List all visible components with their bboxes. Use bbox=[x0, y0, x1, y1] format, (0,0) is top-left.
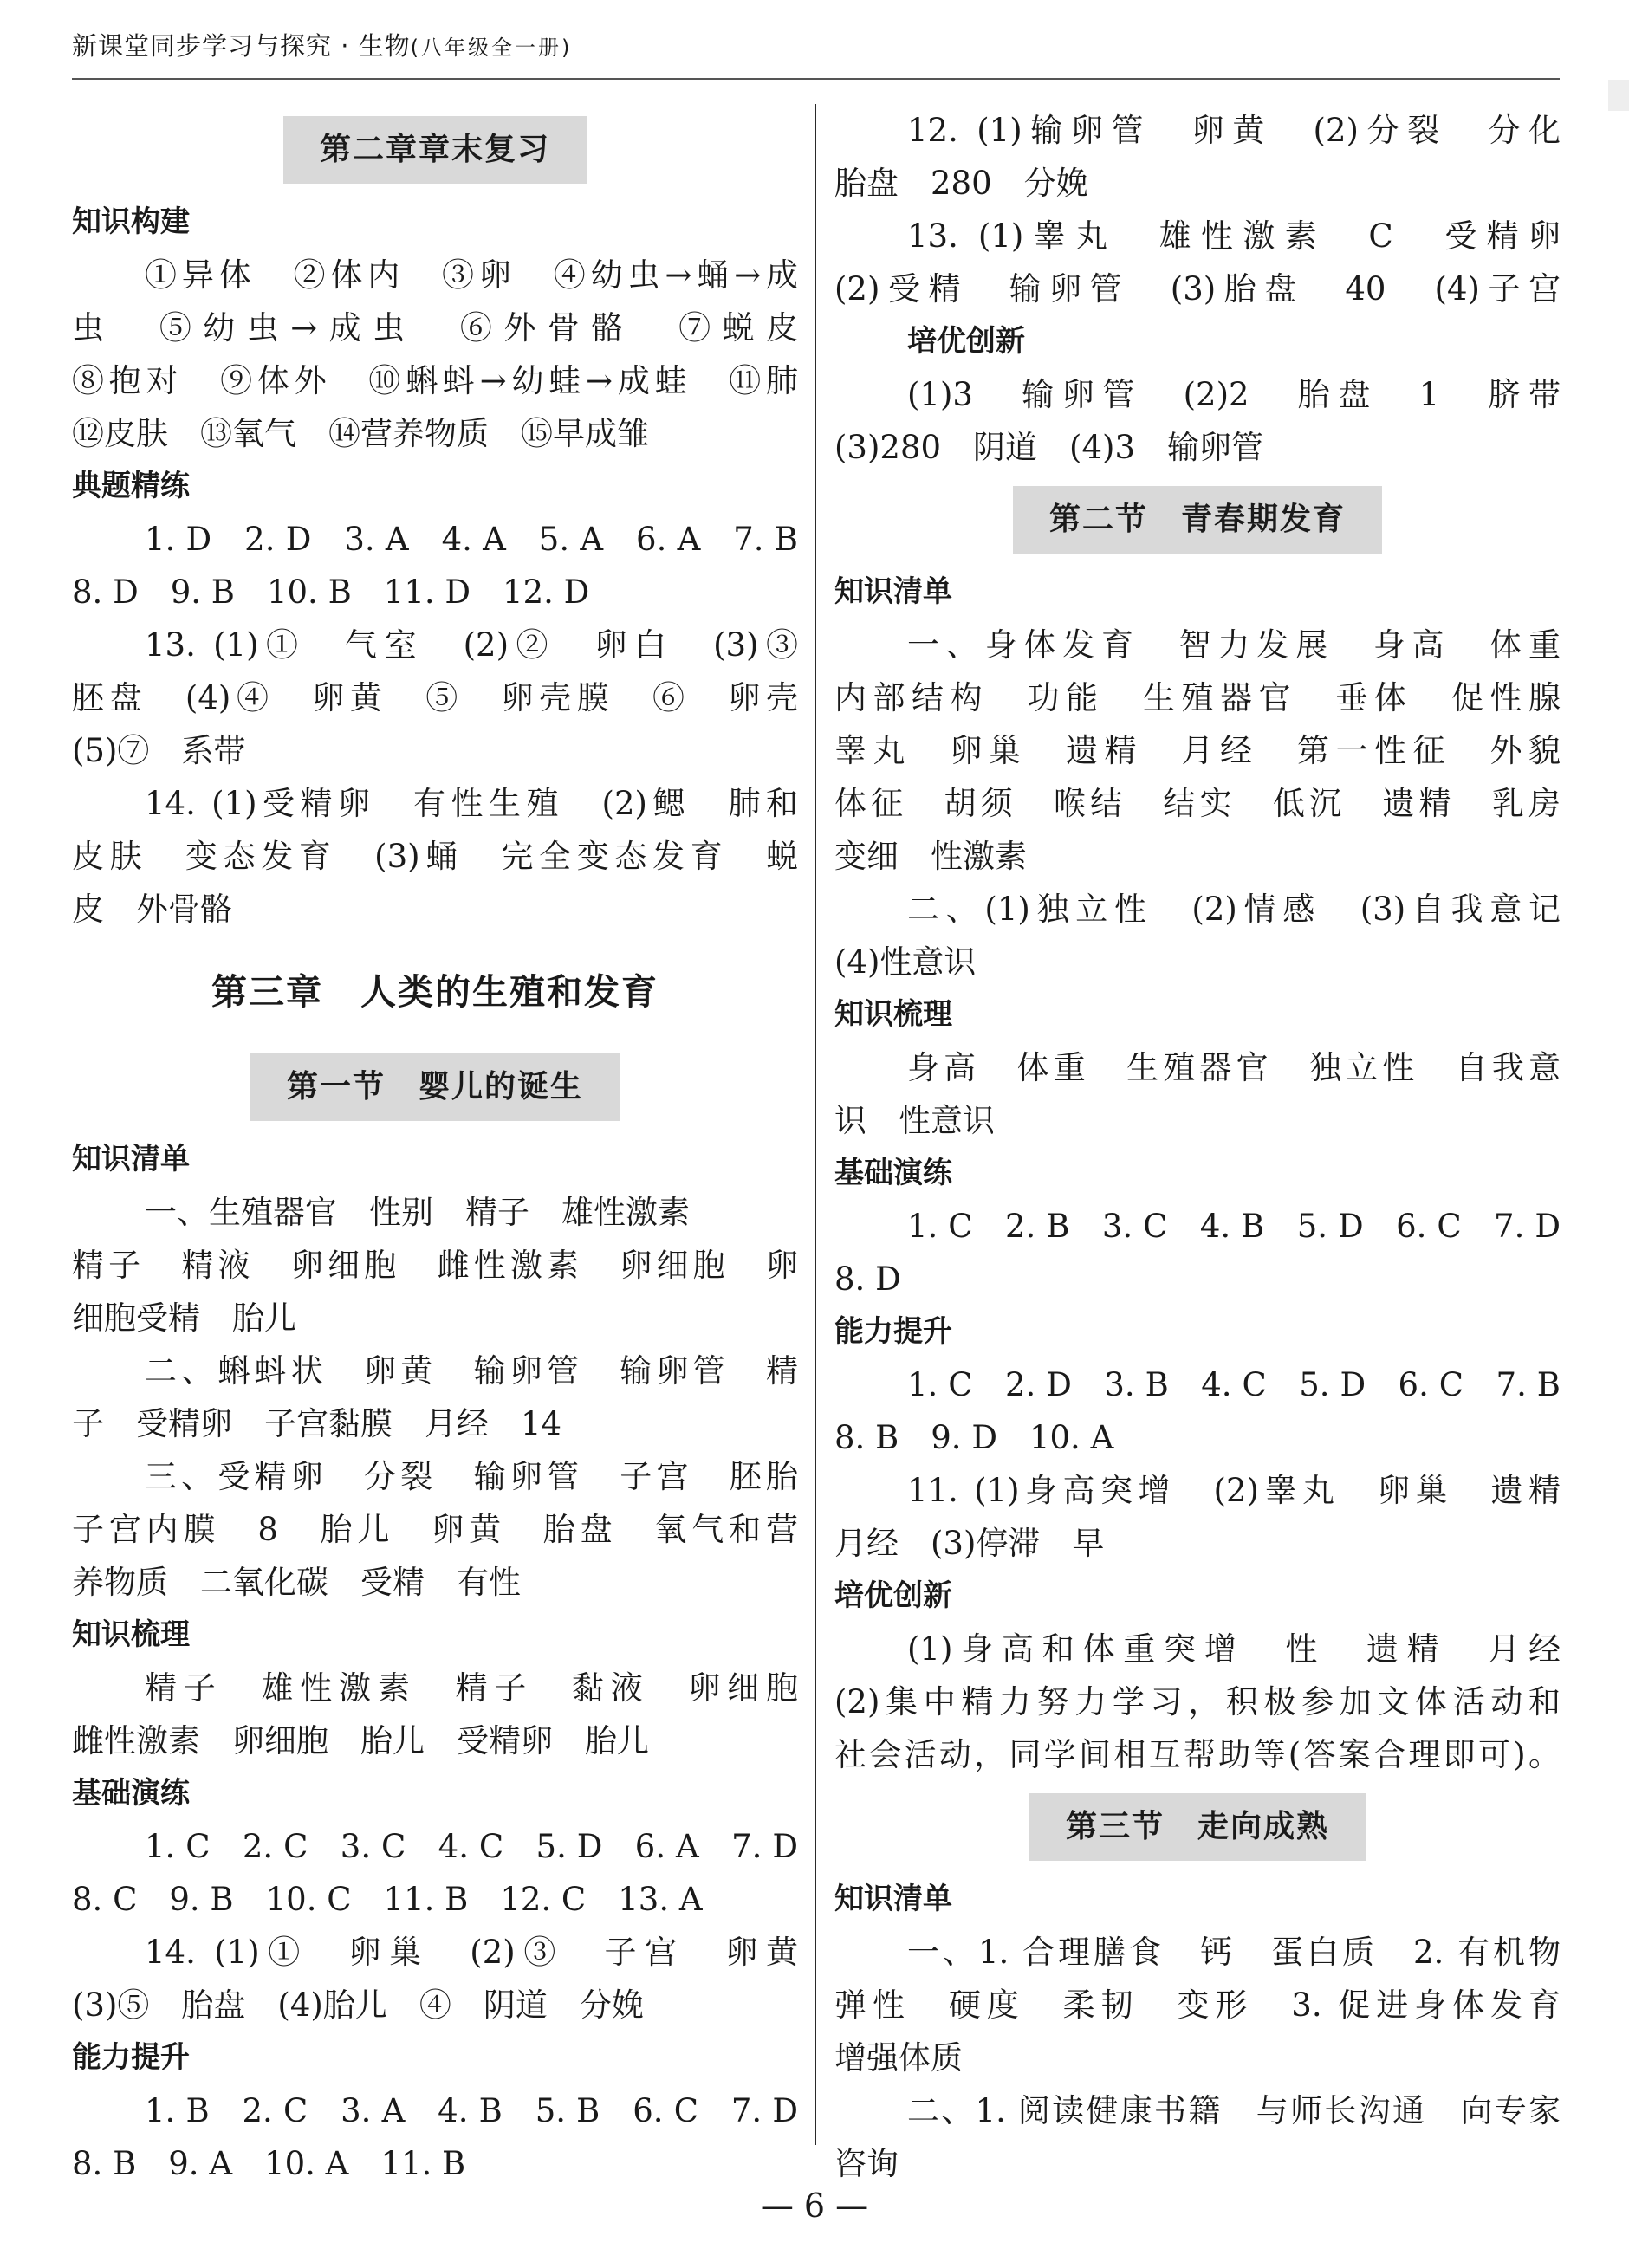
text-line: 增强体质 bbox=[834, 2039, 963, 2077]
section-banner-row bbox=[72, 104, 798, 196]
text-line: 弹性 硬度 柔韧 变形 3. 促进身体发育 bbox=[834, 1986, 1561, 2024]
section-label: 知识梳理 bbox=[72, 1617, 190, 1652]
text-line: (4)性意识 bbox=[834, 943, 977, 981]
text-line: 一、1. 合理膳食 钙 蛋白质 2. 有机物 bbox=[907, 1934, 1561, 1971]
text-line: 8. D 9. B 10. B 11. D 12. D bbox=[72, 573, 590, 611]
text-line: 雌性激素 卵细胞 胎儿 受精卵 胎儿 bbox=[72, 1722, 649, 1759]
text-line: 内部结构 功能 生殖器官 垂体 促性腺 bbox=[834, 679, 1561, 716]
text-line: 8. B 9. D 10. A bbox=[834, 1419, 1114, 1456]
text-line: 社会活动，同学间相互帮助等(答案合理即可)。 bbox=[834, 1736, 1561, 1773]
text-line: (5)⑦ 系带 bbox=[72, 732, 246, 769]
text-line: 胎盘 280 分娩 bbox=[834, 165, 1088, 202]
text-line: 1. C 2. C 3. C 4. C 5. D 6. A 7. D bbox=[145, 1828, 798, 1865]
chapter-title: 第三章 人类的生殖和发育 bbox=[211, 970, 659, 1013]
text-line: 12. (1)输卵管 卵黄 (2)分裂 分化 bbox=[907, 112, 1561, 149]
section-label: 基础演练 bbox=[72, 1776, 190, 1811]
header-subtitle: (八年级全一册) bbox=[410, 36, 573, 60]
text-line: 14. (1)受精卵 有性生殖 (2)鳃 肺和 bbox=[145, 785, 798, 822]
text-line: 咨询 bbox=[834, 2145, 899, 2182]
text-line: (3)⑤ 胎盘 (4)胎儿 ④ 阴道 分娩 bbox=[72, 1986, 644, 2024]
section-label: 知识清单 bbox=[834, 574, 952, 609]
section-label: 培优创新 bbox=[907, 324, 1025, 359]
section-label: 知识构建 bbox=[72, 204, 190, 239]
section-label: 知识清单 bbox=[834, 1882, 952, 1916]
text-line: 身高 体重 生殖器官 独立性 自我意 bbox=[907, 1049, 1561, 1086]
section-label: 知识梳理 bbox=[834, 997, 952, 1032]
section-label: 能力提升 bbox=[834, 1314, 952, 1349]
text-line: 二、1. 阅读健康书籍 与师长沟通 向专家 bbox=[907, 2092, 1561, 2129]
text-line: 1. C 2. D 3. B 4. C 5. D 6. C 7. B bbox=[907, 1366, 1561, 1403]
text-line: 变细 性激素 bbox=[834, 838, 1027, 875]
text-line: 14. (1)① 卵巢 (2)③ 子宫 卵黄 bbox=[145, 1934, 798, 1971]
section-banner-row bbox=[834, 1781, 1561, 1873]
running-header bbox=[72, 26, 1560, 80]
text-line: 二、蝌蚪状 卵黄 输卵管 输卵管 精 bbox=[145, 1352, 798, 1390]
text-line: 1. D 2. D 3. A 4. A 5. A 6. A 7. B bbox=[145, 521, 798, 558]
section-banner: 第二节 青春期发育 bbox=[1013, 486, 1382, 554]
section-banner-row bbox=[834, 474, 1561, 566]
section-label: 典题精练 bbox=[72, 469, 190, 503]
text-line: 一、身体发育 智力发展 身高 体重 bbox=[907, 626, 1561, 664]
text-line: 二、(1)独立性 (2)情感 (3)自我意记 bbox=[907, 891, 1561, 928]
text-line: 8. D bbox=[834, 1260, 901, 1298]
text-line: 8. C 9. B 10. C 11. B 12. C 13. A bbox=[72, 1881, 703, 1918]
text-line: 细胞受精 胎儿 bbox=[72, 1299, 296, 1337]
text-line: 13. (1)① 气室 (2)② 卵白 (3)③ bbox=[145, 626, 798, 664]
text-line: 一、生殖器官 性别 精子 雄性激素 bbox=[145, 1194, 690, 1231]
text-line: (1)3 输卵管 (2)2 胎盘 1 脐带 bbox=[907, 376, 1561, 413]
text-line: 皮 外骨骼 bbox=[72, 891, 232, 928]
text-line: 1. C 2. B 3. C 4. B 5. D 6. C 7. D bbox=[907, 1208, 1561, 1245]
text-line: 虫 ⑤幼虫→成虫 ⑥外骨骼 ⑦蜕皮 bbox=[72, 309, 798, 347]
text-line: (1)身高和体重突增 性 遗精 月经 bbox=[907, 1630, 1561, 1668]
text-line: 月经 (3)停滞 早 bbox=[834, 1525, 1105, 1562]
text-line: 精子 精液 卵细胞 雌性激素 卵细胞 卵 bbox=[72, 1247, 798, 1284]
text-line: 识 性意识 bbox=[834, 1102, 995, 1139]
text-line: 养物质 二氧化碳 受精 有性 bbox=[72, 1564, 521, 1601]
header-title: 新课堂同步学习与探究 · 生物 bbox=[72, 31, 411, 61]
text-line: (2)受精 输卵管 (3)胎盘 40 (4)子宫 bbox=[834, 270, 1561, 308]
text-line: 子 受精卵 子宫黏膜 月经 14 bbox=[72, 1405, 562, 1442]
text-line: 三、受精卵 分裂 输卵管 子宫 胚胎 bbox=[145, 1458, 798, 1495]
section-label: 能力提升 bbox=[72, 2040, 190, 2075]
text-line: 1. B 2. C 3. A 4. B 5. B 6. C 7. D bbox=[145, 2092, 798, 2129]
text-line: 皮肤 变态发育 (3)蛹 完全变态发育 蜕 bbox=[72, 838, 798, 875]
text-line: (2)集中精力努力学习，积极参加文体活动和 bbox=[834, 1683, 1561, 1720]
section-banner: 第一节 婴儿的诞生 bbox=[250, 1053, 620, 1121]
text-line: 11. (1)身高突增 (2)睾丸 卵巢 遗精 bbox=[907, 1472, 1561, 1509]
section-label: 培优创新 bbox=[834, 1578, 952, 1613]
section-label: 基础演练 bbox=[834, 1156, 952, 1190]
corner-patch bbox=[1608, 80, 1629, 111]
page-number: — 6 — bbox=[760, 2187, 869, 2225]
text-line: 胚盘 (4)④ 卵黄 ⑤ 卵壳膜 ⑥ 卵壳 bbox=[72, 679, 798, 716]
text-line: 体征 胡须 喉结 结实 低沉 遗精 乳房 bbox=[834, 785, 1561, 822]
text-line: 精子 雄性激素 精子 黏液 卵细胞 bbox=[145, 1669, 798, 1707]
section-banner-row bbox=[72, 1041, 798, 1133]
text-line: ①异体 ②体内 ③卵 ④幼虫→蛹→成 bbox=[145, 256, 798, 294]
section-banner: 第三节 走向成熟 bbox=[1029, 1793, 1366, 1861]
text-line: ⑧抱对 ⑨体外 ⑩蝌蚪→幼蛙→成蛙 ⑪肺 bbox=[72, 362, 798, 399]
text-line: 睾丸 卵巢 遗精 月经 第一性征 外貌 bbox=[834, 732, 1561, 769]
left-column bbox=[72, 104, 798, 2190]
column-divider bbox=[814, 104, 816, 2145]
text-line: 子宫内膜 8 胎儿 卵黄 胎盘 氧气和营 bbox=[72, 1511, 798, 1548]
chapter-title-row bbox=[72, 936, 798, 1041]
text-line: ⑫皮肤 ⑬氧气 ⑭营养物质 ⑮早成雏 bbox=[72, 415, 649, 452]
text-line: (3)280 阴道 (4)3 输卵管 bbox=[834, 429, 1263, 466]
text-line: 13. (1)睾丸 雄性激素 C 受精卵 bbox=[907, 217, 1561, 255]
section-banner: 第二章章末复习 bbox=[283, 116, 587, 184]
right-column bbox=[834, 104, 1561, 2190]
section-label: 知识清单 bbox=[72, 1142, 190, 1176]
text-line: 8. B 9. A 10. A 11. B bbox=[72, 2145, 466, 2182]
